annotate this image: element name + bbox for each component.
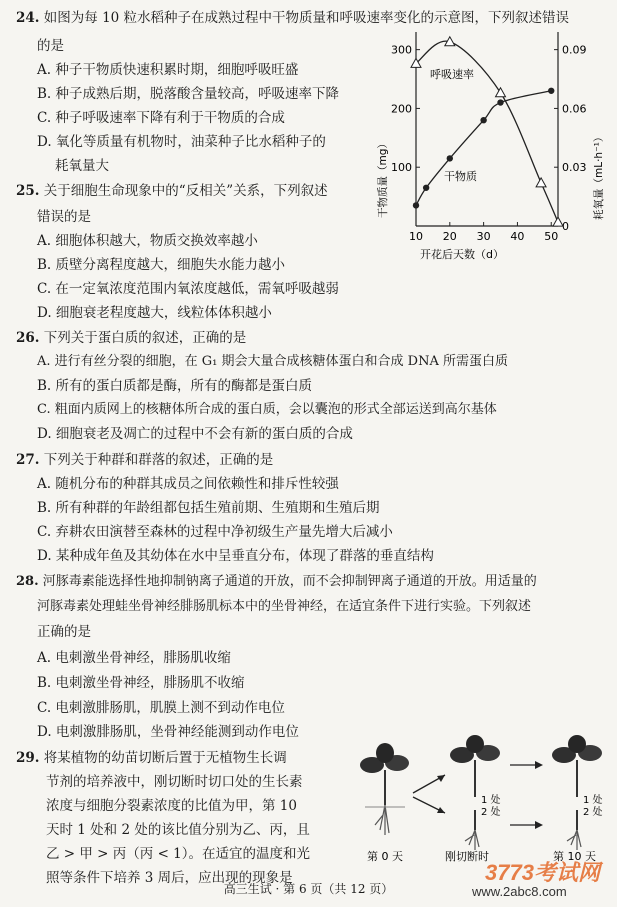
y-right-tick-label: 0 (562, 220, 569, 233)
x-axis-label: 开花后天数（d） (420, 248, 504, 261)
q27-stem (16, 448, 273, 468)
y-right-tick-label: 0.09 (562, 43, 587, 57)
q29-line6: 照等条件下培养 3 周后，应出现的现象是 (46, 870, 293, 886)
y-left-tick-label: 200 (391, 102, 412, 116)
q25-option-a: A. 细胞体积越大，物质交换效率越小 (37, 233, 258, 249)
q29-line2: 节剂的培养液中，刚切断时切口处的生长素 (46, 774, 303, 790)
y-left-tick-label: 300 (391, 43, 412, 57)
q29-figure (345, 735, 615, 865)
q29-line4: 天时 1 处和 2 处的该比值分别为乙、丙，且 (46, 822, 310, 838)
q29-line5: 乙 > 甲 > 丙（丙 < 1）。在适宜的温度和光 (46, 846, 311, 862)
q28-number: 28. (16, 574, 39, 589)
respiration-point (536, 178, 546, 187)
dry-matter-point (548, 88, 554, 94)
y-right-tick-label: 0.06 (562, 102, 587, 116)
q27-option-d: D. 某种成年鱼及其幼体在水中呈垂直分布，体现了群落的垂直结构 (37, 548, 434, 564)
q29-stem (16, 746, 287, 766)
chart-series (411, 37, 563, 226)
q24-option-d-cont: 耗氧量大 (55, 158, 109, 174)
q28-stem-line2: 河豚毒素处理蛙坐骨神经腓肠肌标本中的坐骨神经，在适宜条件下进行实验。下列叙述 (37, 599, 532, 614)
q24-stem-line2: 的是 (37, 38, 64, 54)
page-footer: 高三生试 · 第 6 页（共 12 页） (223, 882, 394, 896)
dry-matter-point (480, 117, 486, 123)
q26-stem (16, 326, 246, 346)
plant-day10-shoot-illustration (552, 735, 602, 797)
q28-option-b: B. 电刺激坐骨神经，腓肠肌不收缩 (37, 675, 245, 691)
mark-2-cut: 2 处 (481, 807, 501, 818)
q27-stem-text: 下列关于种群和群落的叙述，正确的是 (43, 452, 274, 468)
watermark-site: www.2abc8.com (472, 884, 567, 899)
plant-cut-root-illustration (465, 810, 479, 850)
q28-option-c: C. 电刺激腓肠肌，肌膜上测不到动作电位 (37, 700, 285, 716)
y-right-tick-label: 0.03 (562, 161, 587, 175)
q28-stem-line1: 河豚毒素能选择性地抑制钠离子通道的开放，而不会抑制钾离子通道的开放。用适量的 (42, 574, 537, 589)
series-label-respiration: 呼吸速率 (430, 68, 474, 81)
y-axis-label-left: 干物质量（mg） (377, 138, 389, 218)
dry-matter-point (497, 99, 503, 105)
q29-line1: 将某植物的幼苗切断后置于无植物生长调 (43, 750, 287, 766)
chart-axes (391, 32, 587, 243)
q26-number: 26. (16, 330, 40, 346)
q24-option-c: C. 种子呼吸速率下降有利于干物质的合成 (37, 110, 285, 126)
q25-stem-line1: 关于细胞生命现象中的“反相关”关系，下列叙述 (43, 183, 328, 199)
q28-stem-line3: 正确的是 (37, 624, 91, 640)
respiration-point (496, 88, 506, 97)
mark-2-day10: 2 处 (583, 807, 603, 818)
q27-option-b: B. 所有种群的年龄组都包括生殖前期、生殖期和生殖后期 (37, 500, 380, 516)
q26-option-c: C. 粗面内质网上的核糖体所合成的蛋白质，会以囊泡的形式全部运送到高尔基体 (37, 402, 497, 417)
dry-matter-point (413, 202, 419, 208)
x-tick-label: 50 (544, 230, 559, 243)
y-axis-label-right: 耗氧量（mL·h⁻¹） (593, 131, 605, 220)
q25-stem-line2: 错误的是 (37, 209, 91, 225)
q24-stem-line1: 如图为每 10 粒水稻种子在成熟过程中干物质量和呼吸速率变化的示意图，下列叙述错误 (43, 10, 570, 26)
q25-stem (16, 179, 328, 199)
label-cut: 刚切断时 (445, 850, 489, 863)
mark-1-day10: 1 处 (583, 795, 603, 806)
y-left-tick-label: 100 (391, 161, 412, 175)
plant-day0-illustration (360, 743, 409, 835)
plant-cut-shoot-illustration (450, 735, 500, 797)
q26-option-b: B. 所有的蛋白质都是酶，所有的酶都是蛋白质 (37, 378, 313, 394)
q28-option-a: A. 电刺激坐骨神经，腓肠肌收缩 (37, 650, 231, 666)
q26-stem-text: 下列关于蛋白质的叙述，正确的是 (43, 330, 247, 346)
q26-option-a: A. 进行有丝分裂的细胞，在 G₁ 期会大量合成核糖体蛋白和合成 DNA 所需蛋白质 (37, 354, 508, 369)
q25-number: 25. (16, 183, 40, 199)
q27-option-c: C. 弃耕农田演替至森林的过程中净初级生产量先增大后减小 (37, 524, 393, 540)
q29-number: 29. (16, 750, 40, 766)
q29-line3: 浓度与细胞分裂素浓度的比值为甲，第 10 (46, 798, 297, 814)
label-day10: 第 10 天 (553, 850, 596, 863)
q26-option-d: D. 细胞衰老及凋亡的过程中不会有新的蛋白质的合成 (37, 426, 353, 442)
plant-day10-root-illustration (567, 810, 581, 850)
q24-option-b: B. 种子成熟后期，脱落酸含量较高，呼吸速率下降 (37, 86, 340, 102)
q24-option-d: D. 氧化等质量有机物时，油菜种子比水稻种子的 (37, 134, 326, 150)
q25-option-c: C. 在一定氧浓度范围内氧浓度越低，需氧呼吸越弱 (37, 281, 339, 297)
q28-stem (16, 570, 537, 589)
x-tick-label: 10 (409, 230, 423, 243)
q25-option-d: D. 细胞衰老程度越大，线粒体体积越小 (37, 305, 272, 321)
mark-1-cut: 1 处 (481, 795, 501, 806)
dry-matter-point (423, 185, 429, 191)
dry-matter-point (447, 155, 453, 161)
series-label-dry-matter: 干物质 (444, 170, 477, 183)
q24-number: 24. (16, 10, 40, 26)
x-tick-label: 20 (442, 230, 457, 243)
watermark-logo: 3773考试网 (485, 860, 600, 885)
series-line-1 (416, 91, 551, 206)
q27-number: 27. (16, 452, 40, 468)
label-day0: 第 0 天 (367, 850, 403, 863)
x-tick-label: 30 (476, 230, 491, 243)
x-tick-label: 40 (510, 230, 525, 243)
q28-option-d: D. 电刺激腓肠肌，坐骨神经能测到动作电位 (37, 724, 299, 740)
q25-option-b: B. 质壁分离程度越大，细胞失水能力越小 (37, 257, 286, 273)
arrows (413, 761, 543, 829)
q27-option-a: A. 随机分布的种群其成员之间依赖性和排斥性较强 (37, 476, 339, 492)
q24-option-a: A. 种子干物质快速积累时期，细胞呼吸旺盛 (37, 62, 299, 78)
q24-chart (370, 20, 615, 270)
